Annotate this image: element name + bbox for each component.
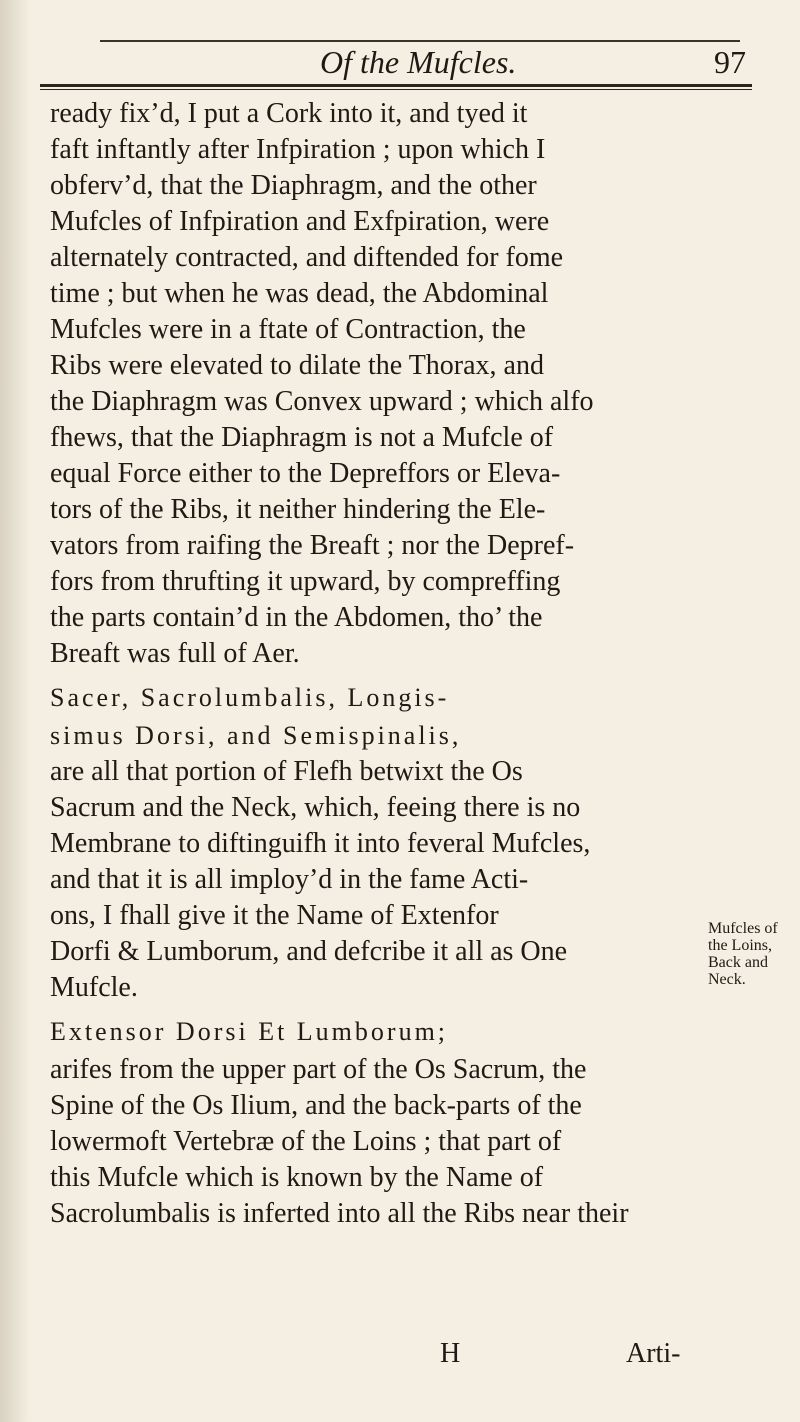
text-line: Membrane to diftinguifh it into feveral Mufcles,	[50, 828, 591, 859]
section-heading-line: Extensor Dorsi Et Lumborum;	[50, 1017, 449, 1046]
text-line: lowermoft Vertebræ of the Loins ; that part of	[50, 1126, 562, 1157]
page-number: 97	[714, 44, 746, 80]
text-line: Mufcles were in a ftate of Contraction, the	[50, 314, 526, 345]
text-line: faft inftantly after Infpiration ; upon which I	[50, 134, 546, 165]
text-line: Dorfi & Lumborum, and defcribe it all as One	[50, 936, 568, 967]
text-line: Ribs were elevated to dilate the Thorax, and	[50, 350, 544, 381]
text-line: alternately contracted, and diftended for fome	[50, 242, 564, 273]
text-line: fhews, that the Diaphragm is not a Mufcle of	[50, 422, 554, 453]
margin-note-line: Back and	[708, 954, 768, 971]
catchword: Arti-	[626, 1338, 681, 1369]
signature-mark: H	[440, 1338, 461, 1369]
margin-note-line: Neck.	[708, 971, 746, 988]
text-line: Sacrolumbalis is inferted into all the Ribs near their	[50, 1198, 629, 1229]
text-line: this Mufcle which is known by the Name of	[50, 1162, 544, 1193]
section-heading-line: simus Dorsi, and Semispinalis,	[50, 721, 462, 750]
text-line: are all that portion of Flefh betwixt the Os	[50, 756, 523, 787]
top-rule	[100, 40, 740, 42]
text-line: the Diaphragm was Convex upward ; which alfo	[50, 386, 594, 417]
text-line: Mufcle.	[50, 972, 138, 1003]
header-rule	[40, 84, 752, 87]
text-line: vators from raifing the Breaft ; nor the Depref-	[50, 530, 575, 561]
text-line: equal Force either to the Depreffors or Eleva-	[50, 458, 561, 489]
text-line: Breaft was full of Aer.	[50, 638, 300, 669]
text-line: time ; but when he was dead, the Abdominal	[50, 278, 549, 309]
text-line: tors of the Ribs, it neither hindering the Ele-	[50, 494, 546, 525]
text-line: fors from thrufting it upward, by compreffing	[50, 566, 561, 597]
text-line: and that it is all imploy’d in the fame Acti-	[50, 864, 529, 895]
margin-note	[708, 920, 800, 988]
text-line: Mufcles of Infpiration and Exfpiration, were	[50, 206, 550, 237]
margin-note-line: the Loins,	[708, 937, 772, 954]
text-line: the parts contain’d in the Abdomen, tho’ the	[50, 602, 543, 633]
binding-shadow	[0, 0, 30, 1422]
margin-note-line: Mufcles of	[708, 920, 778, 937]
header-rule-thin	[40, 89, 752, 90]
text-line: ready fix’d, I put a Cork into it, and tyed it	[50, 98, 528, 129]
text-line: ons, I fhall give it the Name of Extenfor	[50, 900, 499, 931]
running-head	[0, 44, 800, 84]
running-title: Of the Mufcles.	[320, 44, 517, 80]
page-footer	[0, 1338, 800, 1372]
text-line: obferv’d, that the Diaphragm, and the other	[50, 170, 537, 201]
text-line: arifes from the upper part of the Os Sacrum, the	[50, 1054, 587, 1085]
section-heading-line: Sacer, Sacrolumbalis, Longis-	[50, 683, 450, 712]
text-line: Spine of the Os Ilium, and the back-parts of the	[50, 1090, 582, 1121]
text-line: Sacrum and the Neck, which, feeing there is no	[50, 792, 581, 823]
